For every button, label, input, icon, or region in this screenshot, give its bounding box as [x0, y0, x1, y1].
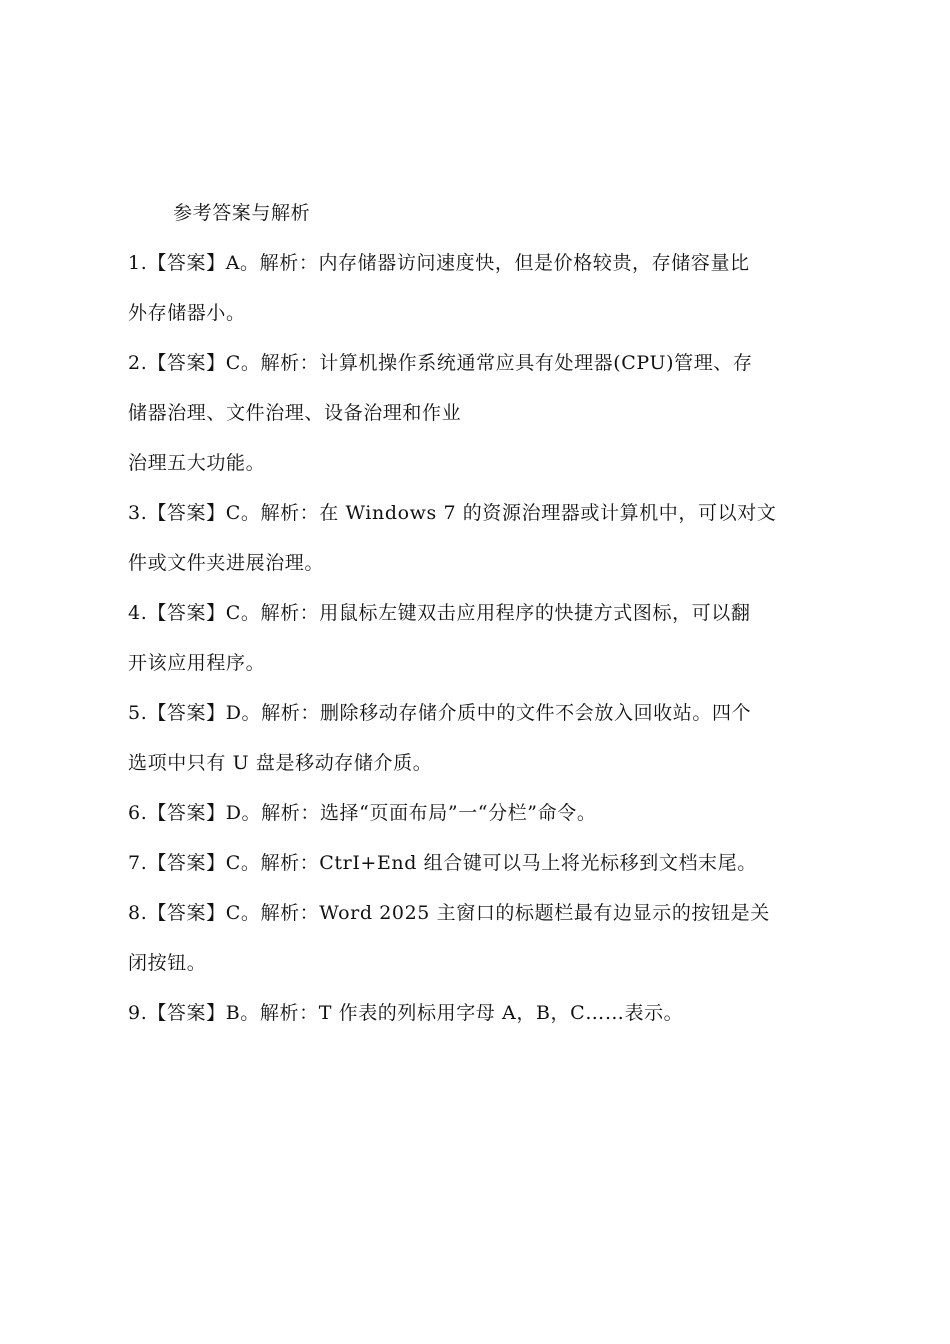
answer-line: 9.【答案】B。解析：T 作表的列标用字母 A，B，C……表示。	[128, 1002, 684, 1024]
section-title: 参考答案与解析	[173, 202, 311, 224]
answer-line: 外存储器小。	[128, 302, 246, 324]
answer-item-2	[128, 338, 836, 488]
answer-line: 4.【答案】C。解析：用鼠标左键双击应用程序的快捷方式图标，可以翻	[128, 602, 751, 624]
answer-item-9	[128, 988, 836, 1038]
answer-line: 开该应用程序。	[128, 652, 266, 674]
answer-line: 选项中只有 U 盘是移动存储介质。	[128, 752, 433, 774]
answer-line: 2.【答案】C。解析：计算机操作系统通常应具有处理器(CPU)管理、存	[128, 352, 753, 374]
answer-line: 8.【答案】C。解析：Word 2025 主窗口的标题栏最有边显示的按钮是关	[128, 902, 770, 924]
answer-item-3	[128, 488, 836, 588]
document-body	[128, 188, 836, 1038]
answer-line: 3.【答案】C。解析：在 Windows 7 的资源治理器或计算机中，可以对文	[128, 502, 777, 524]
answer-line: 件或文件夹进展治理。	[128, 552, 325, 574]
answer-line: 6.【答案】D。解析：选择“页面布局”一“分栏”命令。	[128, 802, 597, 824]
answer-item-6	[128, 788, 836, 838]
answer-line: 治理五大功能。	[128, 452, 266, 474]
answer-line: 7.【答案】C。解析：CtrI+End 组合键可以马上将光标移到文档末尾。	[128, 852, 757, 874]
answer-item-5	[128, 688, 836, 788]
answer-item-4	[128, 588, 836, 688]
answer-item-1	[128, 238, 836, 338]
answer-line: 5.【答案】D。解析：删除移动存储介质中的文件不会放入回收站。四个	[128, 702, 752, 724]
answer-line: 闭按钮。	[128, 952, 207, 974]
answer-item-7	[128, 838, 836, 888]
answer-line: 1.【答案】A。解析：内存储器访问速度快，但是价格较贵，存储容量比	[128, 252, 750, 274]
answer-item-8	[128, 888, 836, 988]
answer-line: 储器治理、文件治理、设备治理和作业	[128, 402, 462, 424]
